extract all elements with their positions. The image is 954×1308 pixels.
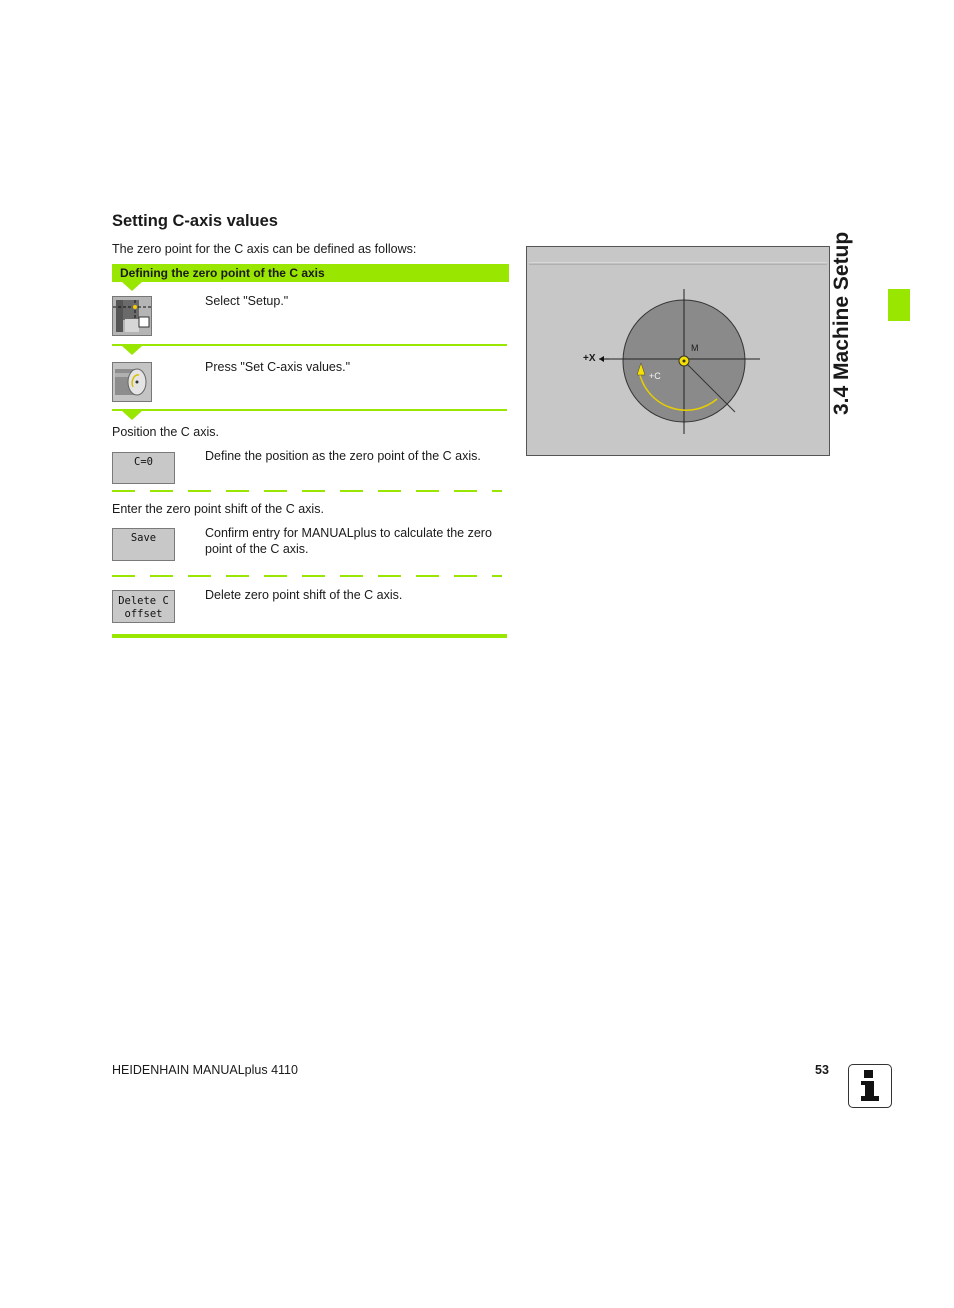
position-c-axis-text: Position the C axis. xyxy=(112,425,219,439)
delete-description: Delete zero point shift of the C axis. xyxy=(205,588,403,602)
save-softkey[interactable]: Save xyxy=(112,528,175,561)
enter-shift-text: Enter the zero point shift of the C axis. xyxy=(112,502,324,516)
footer-product: HEIDENHAIN MANUALplus 4110 xyxy=(112,1063,298,1077)
procedure-title: Defining the zero point of the C axis xyxy=(120,266,325,280)
c-zero-description: Define the position as the zero point of the C axis. xyxy=(205,449,481,463)
step-select-setup: Select "Setup." xyxy=(205,294,289,308)
x-axis-label: +X xyxy=(583,353,596,364)
info-icon xyxy=(848,1064,892,1108)
c-axis-screen-illustration xyxy=(526,246,830,456)
chapter-tab-marker xyxy=(888,289,910,321)
dashed-divider xyxy=(112,575,502,577)
dashed-divider xyxy=(112,490,502,492)
save-description: Confirm entry for MANUALplus to calculate the zero point of the C axis. xyxy=(205,526,492,556)
c-zero-softkey[interactable]: C=0 xyxy=(112,452,175,484)
intro-text: The zero point for the C axis can be defined as follows: xyxy=(112,242,417,256)
chapter-tab-title: 3.4 Machine Setup xyxy=(830,231,853,415)
step-divider xyxy=(112,409,507,411)
procedure-end-line xyxy=(112,634,507,638)
step-set-c-axis: Press "Set C-axis values." xyxy=(205,360,351,374)
arrow-down-icon xyxy=(122,411,142,420)
page-number: 53 xyxy=(815,1063,829,1077)
delete-c-offset-softkey[interactable]: Delete C offset xyxy=(112,590,175,623)
step-divider xyxy=(112,344,507,346)
machine-zero-label: M xyxy=(691,343,699,353)
arrow-down-icon xyxy=(122,282,142,291)
section-heading: Setting C-axis values xyxy=(112,212,278,230)
c-axis-cylinder-icon xyxy=(112,362,152,402)
c-axis-label: +C xyxy=(649,371,661,381)
setup-tool-icon xyxy=(112,296,152,336)
arrow-down-icon xyxy=(122,346,142,355)
